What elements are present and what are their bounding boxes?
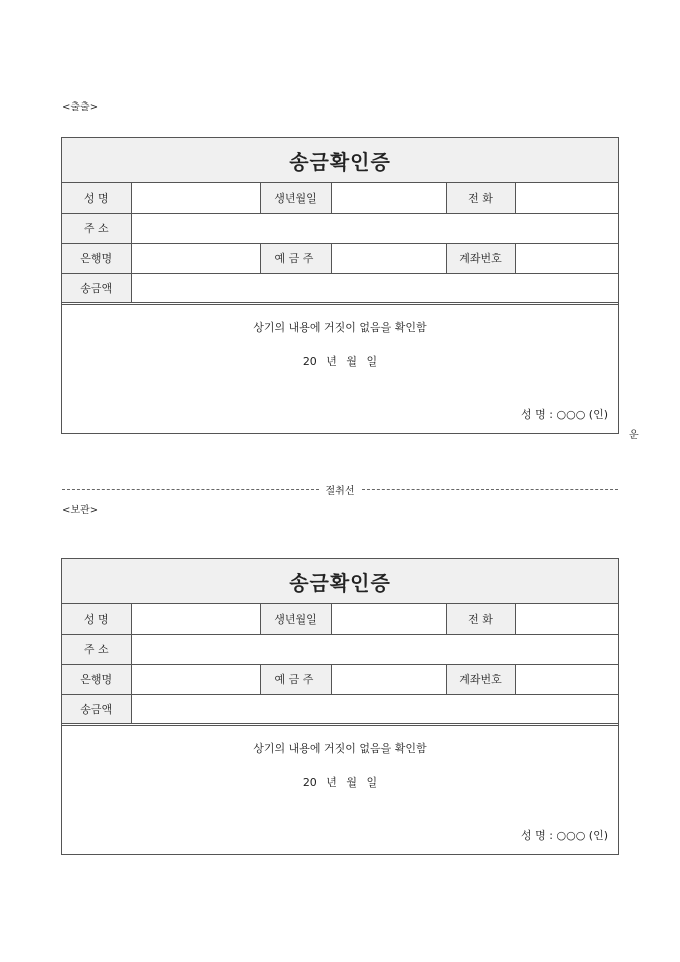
label-birth: 생년월일 <box>260 183 331 213</box>
cut-line-dash-right <box>362 489 619 490</box>
confirmation-statement: 상기의 내용에 거짓이 없음을 확인함 <box>253 320 427 334</box>
keep-section-label: <보관> <box>62 505 99 516</box>
confirmation-body <box>62 305 618 433</box>
bank-field[interactable] <box>131 664 260 694</box>
address-field[interactable] <box>131 634 618 664</box>
label-address: 주 소 <box>62 213 131 243</box>
form-fields-table <box>62 604 618 726</box>
confirmation-statement: 상기의 내용에 거짓이 없음을 확인함 <box>253 741 427 755</box>
birth-field[interactable] <box>331 183 446 213</box>
row-bank-depositor-account <box>62 243 618 273</box>
name-field[interactable] <box>131 604 260 634</box>
account-field[interactable] <box>515 243 618 273</box>
name-field[interactable] <box>131 183 260 213</box>
label-phone: 전 화 <box>446 183 515 213</box>
row-address <box>62 213 618 243</box>
depositor-field[interactable] <box>331 664 446 694</box>
form-title: 송금확인증 <box>62 138 618 183</box>
cut-line-dash-left <box>62 489 319 490</box>
form-title: 송금확인증 <box>62 559 618 604</box>
label-depositor: 예 금 주 <box>260 243 331 273</box>
submit-section-label: <출출> <box>62 102 99 113</box>
phone-field[interactable] <box>515 183 618 213</box>
label-amount: 송금액 <box>62 273 131 303</box>
row-amount <box>62 694 618 724</box>
row-address <box>62 634 618 664</box>
label-account: 계좌번호 <box>446 243 515 273</box>
label-birth: 생년월일 <box>260 604 331 634</box>
remittance-form-submit <box>61 137 619 434</box>
amount-field[interactable] <box>131 694 618 724</box>
amount-field[interactable] <box>131 273 618 303</box>
address-field[interactable] <box>131 213 618 243</box>
row-name-birth-phone <box>62 183 618 213</box>
date-line: 20 년 월 일 <box>302 775 378 789</box>
side-mark: 운 <box>629 430 639 441</box>
cut-line-label: 절취선 <box>325 485 355 497</box>
row-bank-depositor-account <box>62 664 618 694</box>
form-fields-table <box>62 183 618 305</box>
label-bank: 은행명 <box>62 664 131 694</box>
signature-line: 성 명 : ○○○ (인) <box>521 407 608 421</box>
label-name: 성 명 <box>62 183 131 213</box>
signature-line: 성 명 : ○○○ (인) <box>521 828 608 842</box>
depositor-field[interactable] <box>331 243 446 273</box>
cut-line <box>62 483 618 495</box>
phone-field[interactable] <box>515 604 618 634</box>
remittance-form-keep <box>61 558 619 855</box>
label-account: 계좌번호 <box>446 664 515 694</box>
row-amount <box>62 273 618 303</box>
confirmation-body <box>62 726 618 854</box>
label-phone: 전 화 <box>446 604 515 634</box>
label-name: 성 명 <box>62 604 131 634</box>
label-depositor: 예 금 주 <box>260 664 331 694</box>
label-bank: 은행명 <box>62 243 131 273</box>
label-address: 주 소 <box>62 634 131 664</box>
label-amount: 송금액 <box>62 694 131 724</box>
account-field[interactable] <box>515 664 618 694</box>
birth-field[interactable] <box>331 604 446 634</box>
bank-field[interactable] <box>131 243 260 273</box>
date-line: 20 년 월 일 <box>302 354 378 368</box>
row-name-birth-phone <box>62 604 618 634</box>
